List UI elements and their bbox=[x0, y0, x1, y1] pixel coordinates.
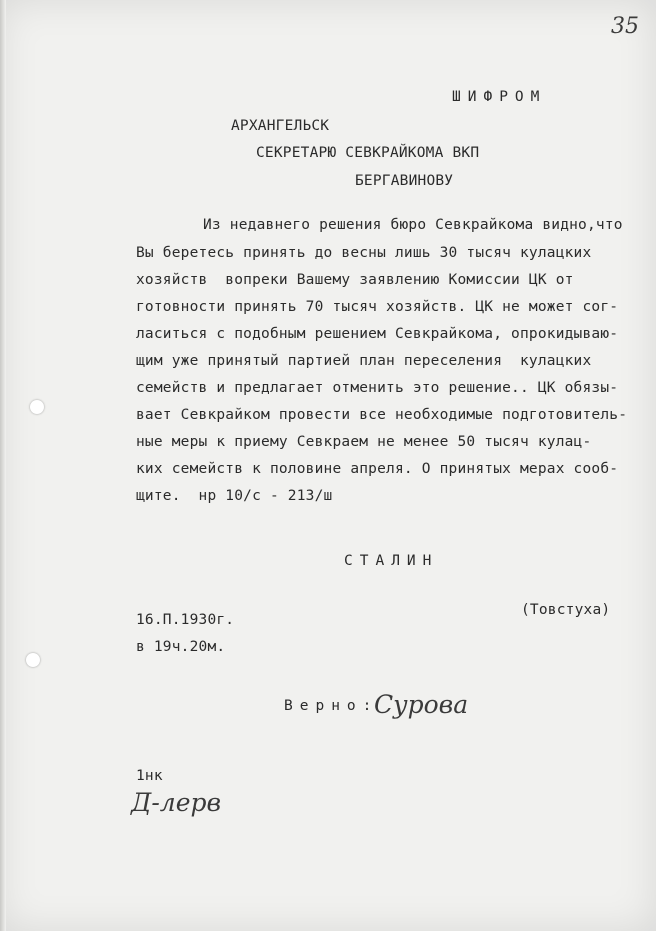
handwritten-note: Д-лерв bbox=[131, 788, 222, 817]
certification-signature: Сурова bbox=[374, 690, 469, 719]
body-line: готовности принять 70 тысяч хозяйств. ЦК не может сог- bbox=[136, 299, 619, 315]
city-line: АРХАНГЕЛЬСК bbox=[231, 118, 330, 134]
date-line: 16.П.1930г. bbox=[136, 612, 235, 628]
addressee-name: БЕРГАВИНОВУ bbox=[355, 173, 454, 189]
time-line: в 19ч.20м. bbox=[136, 639, 226, 655]
dispatch-method: ШИФРОМ bbox=[452, 89, 547, 105]
body-line: Вы беретесь принять до весны лишь 30 тысяч кулацких bbox=[136, 245, 592, 261]
body-line: семейств и предлагает отменить это решение.. ЦК обязы- bbox=[136, 380, 619, 396]
body-line: ные меры к приему Севкраем не менее 50 тысяч кулац- bbox=[136, 434, 592, 450]
typist-note: (Товстуха) bbox=[521, 602, 611, 618]
copies-note: 1нк bbox=[136, 768, 163, 784]
body-line: щим уже принятый партией план переселения кулацких bbox=[136, 353, 592, 369]
archive-page-number: 35 bbox=[611, 14, 639, 39]
signature-name: СТАЛИН bbox=[344, 553, 439, 569]
punch-hole-upper bbox=[30, 400, 44, 414]
page-edge-shadow bbox=[0, 0, 6, 931]
body-line: хозяйств вопреки Вашему заявлению Комиссии ЦК от bbox=[136, 272, 574, 288]
body-line: вает Севкрайком провести все необходимые подготовитель- bbox=[136, 407, 628, 423]
body-line: щите. нр 10/с - 213/ш bbox=[136, 488, 333, 504]
punch-hole-lower bbox=[26, 653, 40, 667]
body-line: Из недавнего решения бюро Севкрайкома видно,что bbox=[203, 217, 623, 233]
addressee-line: СЕКРЕТАРЮ СЕВКРАЙКОМА ВКП bbox=[256, 145, 480, 161]
body-line: ких семейств к половине апреля. О принятых мерах сооб- bbox=[136, 461, 619, 477]
body-line: ласиться с подобным решением Севкрайкома, опрокидываю- bbox=[136, 326, 619, 342]
certification-label: Верно: bbox=[284, 698, 379, 714]
